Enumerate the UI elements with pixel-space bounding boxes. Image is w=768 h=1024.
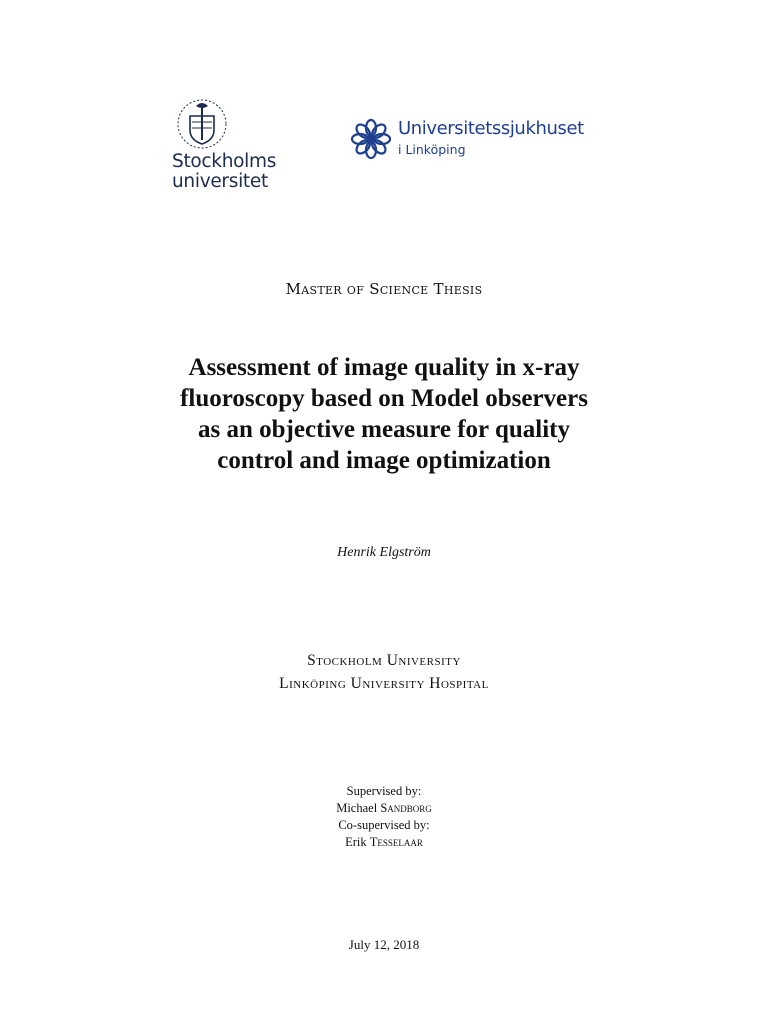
hospital-logo xyxy=(350,118,610,166)
title-line-1: Assessment of image quality in x-ray xyxy=(188,354,580,381)
cosupervisor-first-name: Erik xyxy=(345,835,367,849)
university-seal-icon xyxy=(170,96,234,154)
stockholm-university-logo xyxy=(168,96,298,196)
cosupervisor-last-name: Tesselaar xyxy=(369,835,423,849)
institution-second: Linköping University Hospital xyxy=(279,675,489,692)
thesis-type: Master of Science Thesis xyxy=(285,280,483,298)
stockholm-university-wordmark xyxy=(172,152,276,192)
cosupervisor-name xyxy=(0,834,768,851)
supervised-label: Supervised by: xyxy=(346,784,422,798)
thesis-date: July 12, 2018 xyxy=(348,937,420,952)
supervisor-last-name: Sandborg xyxy=(380,801,432,815)
title-line-3: as an objective measure for quality xyxy=(198,416,570,443)
thesis-title xyxy=(0,352,768,476)
institution-first: Stockholm University xyxy=(307,652,461,669)
cosupervised-label: Co-supervised by: xyxy=(338,818,430,832)
stockholm-logo-line2: universitet xyxy=(172,171,268,192)
hospital-logo-name: Universitetssjukhuset xyxy=(398,118,584,139)
supervisor-name xyxy=(0,800,768,817)
author-name: Henrik Elgström xyxy=(337,545,431,560)
flower-emblem-icon xyxy=(350,118,392,160)
title-line-4: control and image optimization xyxy=(217,447,551,474)
stockholm-logo-line1: Stockholms xyxy=(172,151,277,172)
supervision-block xyxy=(0,783,768,851)
title-line-2: fluoroscopy based on Model observers xyxy=(180,385,588,412)
supervisor-first-name: Michael xyxy=(336,801,378,815)
hospital-logo-subtitle: i Linköping xyxy=(398,142,466,157)
